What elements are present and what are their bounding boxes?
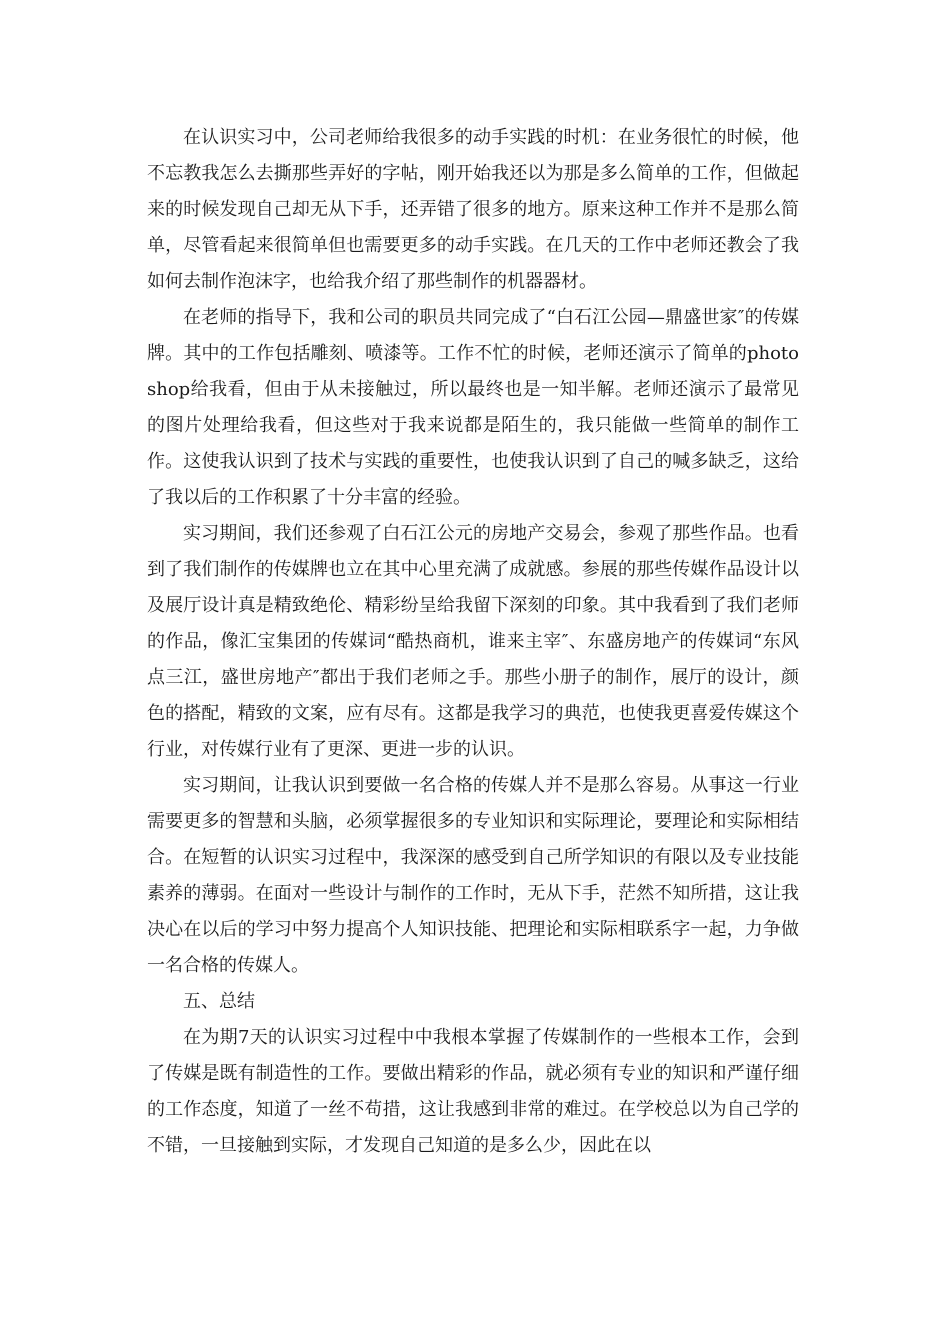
- paragraph-real-estate-fair: 实习期间，我们还参观了白石江公元的房地产交易会，参观了那些作品。也看到了我们制作的传媒牌也立在其中心里充满了成就感。参展的那些传媒作品设计以及展厅设计真是精致绝伦、精彩纷呈给我留下深刻的印象。其中我看到了我们老师的作品，像汇宝集团的传媒词“酷热商机，谁来主宰″、东盛房地产的传媒词“东风点三江，盛世房地产″都出于我们老师之手。那些小册子的制作，展厅的设计，颜色的搭配，精致的文案，应有尽有。这都是我学习的典范，也使我更喜爱传媒这个行业，对传媒行业有了更深、更进一步的认识。: [147, 523, 799, 760]
- section-heading-summary: 五、总结: [183, 991, 255, 1012]
- paragraph-internship-practice: 在认识实习中，公司老师给我很多的动手实践的时机：在业务很忙的时候，他不忘教我怎么去撕那些弄好的字帖，刚开始我还以为那是多么简单的工作，但做起来的时候发现自己却无从下手，还弄错了很多的地方。原来这种工作并不是那么简单，尽管看起来很简单但也需要更多的动手实践。在几天的工作中老师还教会了我如何去制作泡沫字，也给我介绍了那些制作的机器器材。: [147, 127, 799, 292]
- document-body: [147, 120, 799, 1164]
- paragraph-summary: 在为期7天的认识实习过程中中我根本掌握了传媒制作的一些根本工作，会到了传媒是既有制造性的工作。要做出精彩的作品，就必须有专业的知识和严谨仔细的工作态度，知道了一丝不苟措，这让我感到非常的难过。在学校总以为自己学的不错，一旦接触到实际，才发现自己知道的是多么少，因此在以: [147, 1027, 799, 1156]
- paragraph-media-career: 实习期间，让我认识到要做一名合格的传媒人并不是那么容易。从事这一行业需要更多的智慧和头脑，必须掌握很多的专业知识和实际理论，要理论和实际相结合。在短暂的认识实习过程中，我深深的感受到自己所学知识的有限以及专业技能素养的薄弱。在面对一些设计与制作的工作时，无从下手，茫然不知所措，这让我决心在以后的学习中努力提高个人知识技能、把理论和实际相联系字一起，力争做一名合格的传媒人。: [147, 775, 799, 976]
- paragraph-teacher-guidance: 在老师的指导下，我和公司的职员共同完成了“白石江公园—鼎盛世家″的传媒牌。其中的工作包括雕刻、喷漆等。工作不忙的时候，老师还演示了简单的photoshop给我看，但由于从未接触过，所以最终也是一知半解。老师还演示了最常见的图片处理给我看，但这些对于我来说都是陌生的，我只能做一些简单的制作工作。这使我认识到了技术与实践的重要性，也使我认识到了自己的喊多缺乏，这给了我以后的工作积累了十分丰富的经验。: [147, 307, 799, 508]
